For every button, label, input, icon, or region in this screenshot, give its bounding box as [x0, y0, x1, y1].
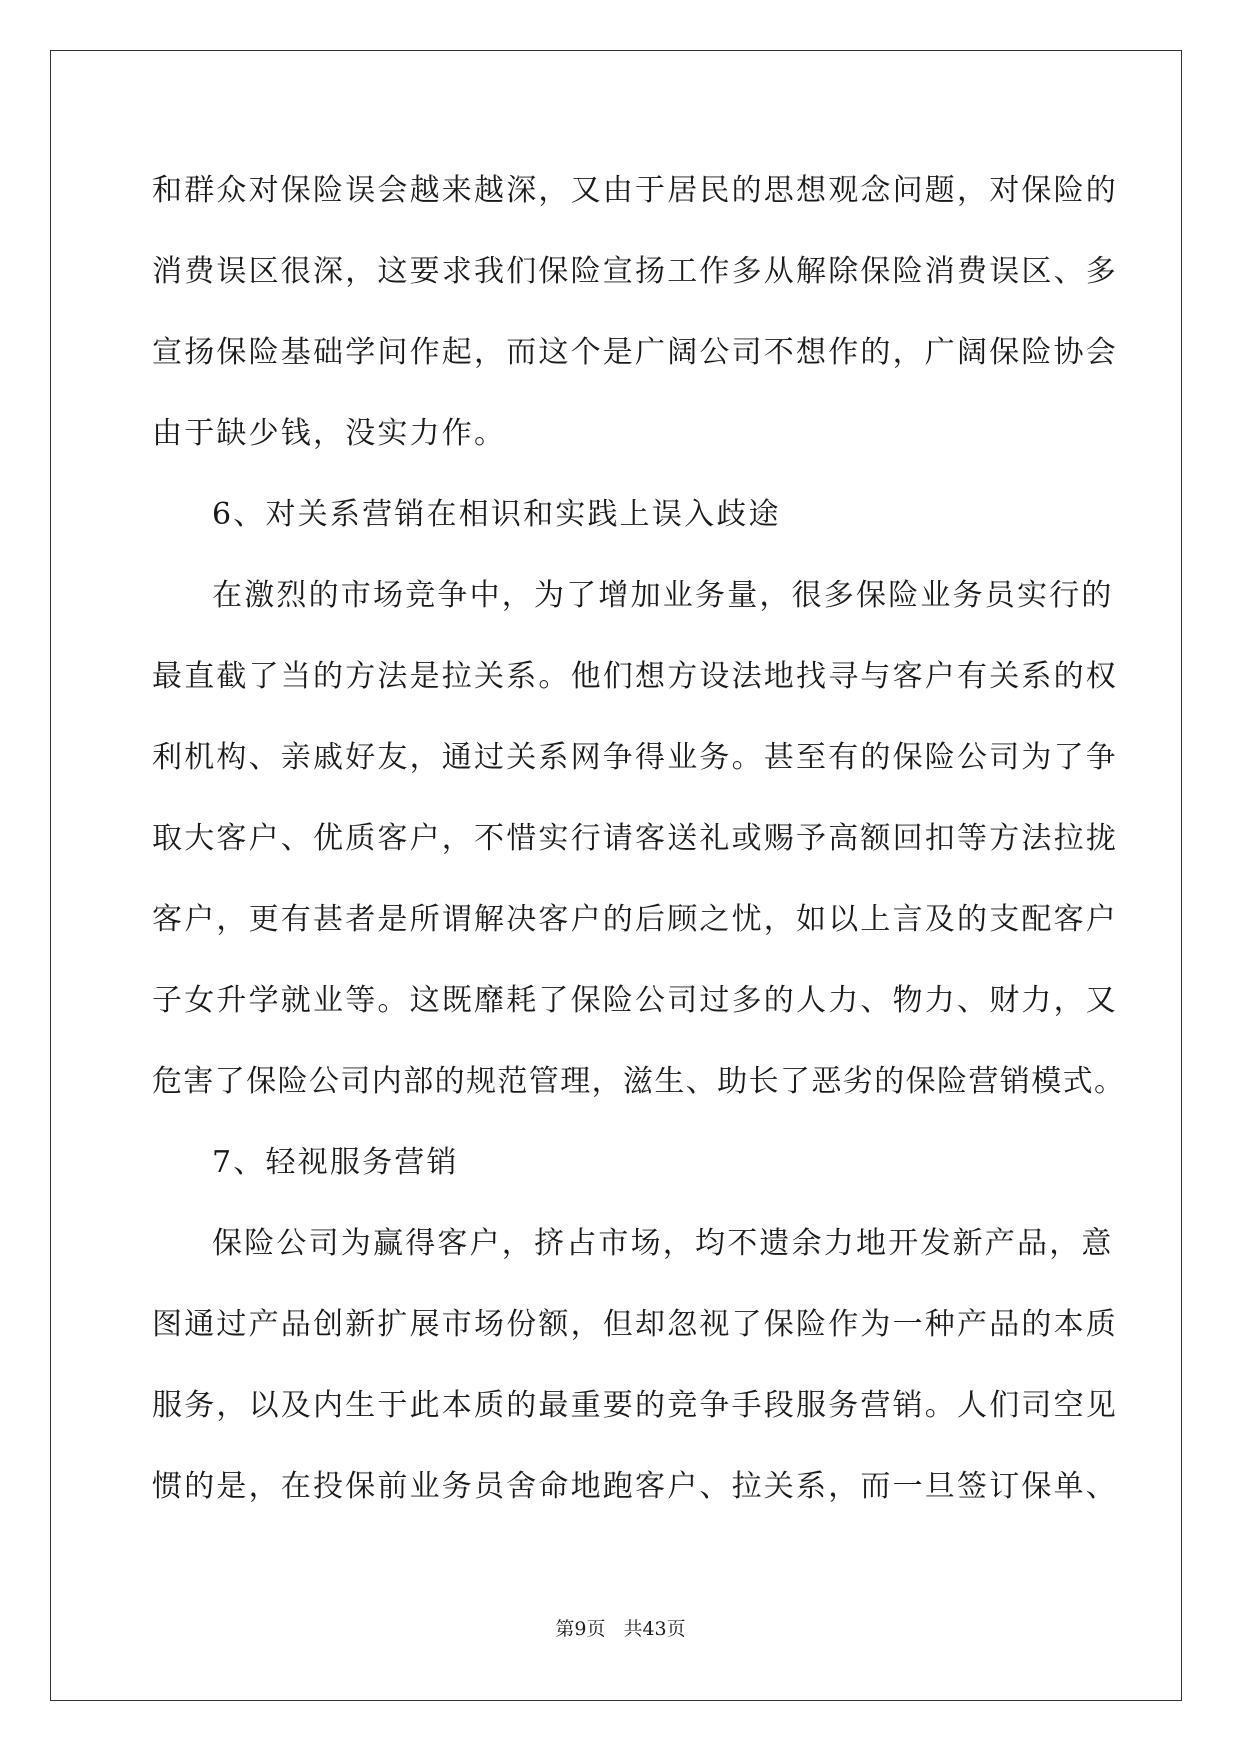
page-total: 共43页 [623, 1618, 686, 1640]
text-line: 客户，更有甚者是所谓解决客户的后顾之忧，如以上言及的支配客户 [152, 902, 1118, 937]
text-line: 危害了保险公司内部的规范管理，滋生、助长了恶劣的保险营销模式。 [152, 1064, 1126, 1099]
section-heading: 7、轻视服务营销 [212, 1145, 459, 1180]
text-line: 利机构、亲戚好友，通过关系网争得业务。甚至有的保险公司为了争 [152, 740, 1118, 775]
text-line: 由于缺少钱，没实力作。 [152, 416, 507, 451]
text-line: 子女升学就业等。这既靡耗了保险公司过多的人力、物力、财力，又 [152, 983, 1118, 1018]
text-line: 宣扬保险基础学问作起，而这个是广阔公司不想作的，广阔保险协会 [152, 335, 1118, 370]
document-body [152, 150, 1126, 1527]
text-line: 最直截了当的方法是拉关系。他们想方设法地找寻与客户有关系的权 [152, 659, 1118, 694]
page-number: 第9页 [555, 1618, 606, 1640]
text-line: 在激烈的市场竞争中，为了增加业务量，很多保险业务员实行的 [212, 578, 1114, 613]
section-heading: 6、对关系营销在相识和实践上误入歧途 [212, 497, 781, 532]
text-line: 取大客户、优质客户，不惜实行请客送礼或赐予高额回扣等方法拉拢 [152, 821, 1118, 856]
text-line: 消费误区很深，这要求我们保险宣扬工作多从解除保险消费误区、多 [152, 254, 1118, 289]
text-line: 和群众对保险误会越来越深，又由于居民的思想观念问题，对保险的 [152, 173, 1118, 208]
text-line: 惯的是，在投保前业务员舍命地跑客户、拉关系，而一旦签订保单、 [152, 1469, 1118, 1504]
page-footer [0, 1617, 1241, 1641]
text-line: 保险公司为赢得客户，挤占市场，均不遗余力地开发新产品，意 [212, 1226, 1114, 1261]
text-line: 图通过产品创新扩展市场份额，但却忽视了保险作为一种产品的本质 [152, 1307, 1118, 1342]
text-line: 服务，以及内生于此本质的最重要的竞争手段服务营销。人们司空见 [152, 1388, 1118, 1423]
